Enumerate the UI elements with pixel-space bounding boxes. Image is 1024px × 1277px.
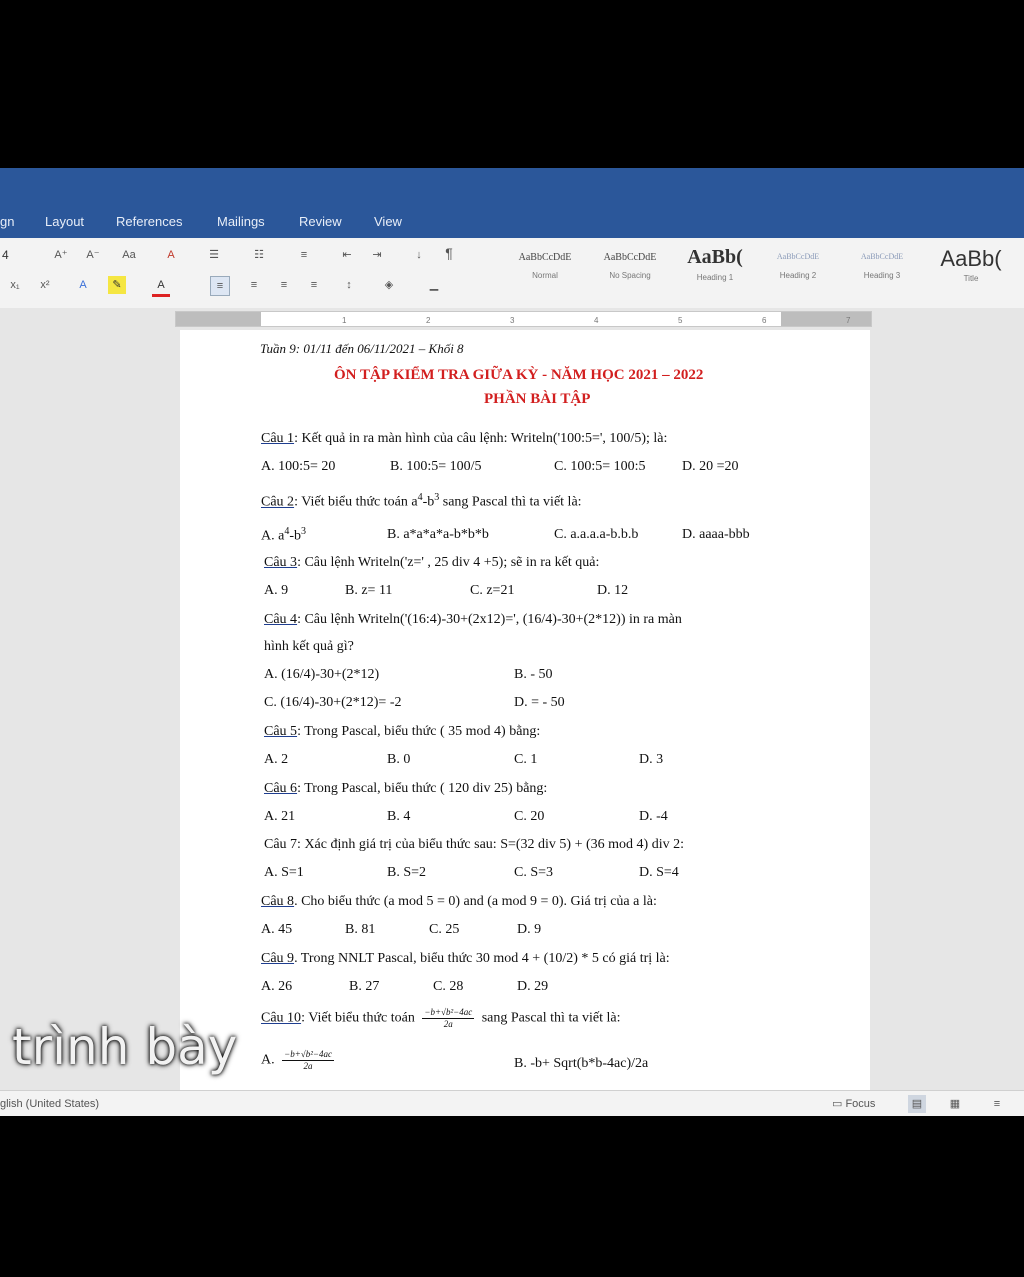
ruler-tick: 5 — [678, 316, 683, 325]
style-no-spacing[interactable] — [590, 244, 670, 300]
ruler-left-margin — [176, 312, 261, 326]
option-2a — [261, 526, 306, 545]
question-text: : Trong Pascal, biểu thức ( 120 div 25) bằng: — [297, 781, 548, 796]
question-5 — [264, 724, 540, 740]
style-heading-2[interactable] — [758, 244, 838, 300]
question-text: : Câu lệnh Writeln('z=' , 25 div 4 +5); sẽ in ra kết quả: — [297, 555, 600, 570]
option-3a: A. 9 — [264, 583, 289, 598]
focus-button[interactable] — [832, 1097, 875, 1110]
read-mode-icon[interactable]: ▤ — [908, 1095, 926, 1113]
question-label: Câu 3 — [264, 555, 298, 570]
question-9 — [261, 951, 670, 967]
fraction-numerator: −b+√b²−4ac — [424, 1007, 473, 1017]
superscript: 3 — [434, 492, 440, 503]
web-layout-icon[interactable]: ≡ — [993, 1098, 1001, 1110]
option-1c: C. 100:5= 100:5 — [554, 459, 646, 474]
word-window — [0, 168, 1024, 1116]
style-preview: AaBbCcDdE — [603, 252, 657, 263]
option-8c: C. 25 — [429, 922, 460, 937]
option-3c: C. z=21 — [470, 583, 515, 598]
option-4c: C. (16/4)-30+(2*12)= -2 — [264, 695, 402, 710]
option-7a: A. S=1 — [264, 865, 304, 880]
question-label: Câu 6 — [264, 781, 298, 796]
fraction — [422, 1007, 474, 1030]
question-text: : Viết biểu thức toán a — [294, 494, 418, 510]
option-2d: D. aaaa-bbb — [682, 527, 750, 542]
line-spacing-icon[interactable]: ↕ — [346, 279, 352, 291]
option-9a: A. 26 — [261, 979, 293, 994]
option-4a: A. (16/4)-30+(2*12) — [264, 667, 380, 682]
question-text: : Câu lệnh Writeln('(16:4)-30+(2x12)=', (16/4)-30+(2*12)) in ra màn — [297, 612, 682, 627]
align-right-icon[interactable]: ≡ — [280, 279, 288, 291]
numbering-icon[interactable]: ☷ — [254, 249, 264, 261]
style-normal[interactable] — [505, 244, 585, 300]
shrink-font-icon[interactable]: A⁻ — [86, 249, 100, 261]
ruler-tick: 7 — [846, 316, 851, 325]
option-1b: B. 100:5= 100/5 — [390, 459, 482, 474]
doc-header: Tuần 9: 01/11 đến 06/11/2021 – Khối 8 — [260, 341, 464, 356]
option-3b: B. z= 11 — [345, 583, 393, 598]
question-text: : Kết quả in ra màn hình của câu lệnh: Writeln('100:5=', 100/5); là: — [294, 431, 668, 446]
tab-layout[interactable]: Layout — [45, 214, 85, 229]
fraction-denominator: 2a — [303, 1061, 313, 1071]
focus-icon: ▭ — [832, 1098, 846, 1110]
option-9d: D. 29 — [517, 979, 549, 994]
option-7b: B. S=2 — [387, 865, 427, 880]
question-10 — [261, 1007, 621, 1030]
ruler-track — [175, 311, 872, 327]
option-10b: B. -b+ Sqrt(b*b-4ac)/2a — [514, 1056, 649, 1071]
clear-format-icon[interactable]: A — [167, 249, 175, 261]
increase-indent-icon[interactable]: ⇥ — [372, 249, 382, 261]
style-title[interactable] — [926, 244, 1016, 300]
subscript-icon[interactable]: x₁ — [10, 279, 20, 291]
ribbon-tabs — [0, 208, 1024, 238]
option-1d: D. 20 =20 — [682, 459, 739, 474]
ruler-tick: 6 — [762, 316, 767, 325]
option-2b: B. a*a*a*a-b*b*b — [387, 527, 489, 542]
ruler-tick: 2 — [426, 316, 431, 325]
question-6 — [264, 781, 547, 797]
fraction — [282, 1049, 334, 1072]
question-text: : Viết biểu thức toán — [301, 1010, 419, 1026]
question-1 — [261, 431, 667, 447]
status-bar — [0, 1090, 1024, 1116]
style-label: No Spacing — [609, 271, 651, 280]
style-label: Title — [963, 274, 979, 283]
multilevel-list-icon[interactable]: ≡ — [300, 249, 308, 261]
option-6c: C. 20 — [514, 809, 545, 824]
option-10a — [261, 1049, 338, 1072]
option-7d: D. S=4 — [639, 865, 679, 880]
doc-title: ÔN TẬP KIỂM TRA GIỮA KỲ - NĂM HỌC 2021 – 2022 — [334, 367, 704, 383]
text-effects-icon[interactable]: A — [79, 279, 87, 291]
question-text: . Cho biểu thức (a mod 5 = 0) and (a mod 9 = 0). Giá trị của a là: — [294, 894, 657, 909]
tab-review[interactable]: Review — [299, 214, 342, 229]
fraction-numerator: −b+√b²−4ac — [284, 1049, 332, 1059]
superscript-icon[interactable]: x² — [40, 279, 50, 291]
video-caption: trình bày — [12, 1018, 238, 1076]
style-label: Heading 1 — [696, 273, 734, 282]
question-label: Câu 2 — [261, 494, 295, 510]
option-text: A. a — [261, 528, 285, 544]
ruler-right-margin — [781, 312, 871, 326]
question-3 — [264, 555, 599, 571]
superscript: 3 — [301, 526, 306, 537]
option-5c: C. 1 — [514, 752, 538, 767]
style-preview: AaBb( — [687, 246, 743, 268]
option-6b: B. 4 — [387, 809, 411, 824]
tab-references[interactable]: References — [116, 214, 183, 229]
style-preview: AaBb( — [940, 246, 1002, 271]
option-7c: C. S=3 — [514, 865, 554, 880]
ruler-tick: 3 — [510, 316, 515, 325]
justify-icon[interactable]: ≡ — [310, 279, 318, 291]
question-label: Câu 10 — [261, 1010, 302, 1026]
align-left-icon[interactable]: ≡ — [210, 276, 230, 296]
question-2 — [261, 492, 582, 511]
sort-icon[interactable]: ↓ — [416, 249, 422, 261]
align-center-icon[interactable]: ≡ — [250, 279, 258, 291]
question-text: -b — [422, 494, 435, 510]
change-case-icon[interactable]: Aa — [122, 249, 136, 261]
doc-subtitle: PHẦN BÀI TẬP — [484, 391, 591, 407]
bullets-icon[interactable]: ☰ — [209, 249, 219, 261]
question-4 — [264, 612, 682, 628]
question-text: sang Pascal thì ta viết là: — [439, 494, 582, 510]
language-status[interactable]: glish (United States) — [0, 1098, 100, 1110]
question-text: : Trong Pascal, biểu thức ( 35 mod 4) bằng: — [297, 724, 541, 739]
question-8 — [261, 894, 657, 910]
question-7: Câu 7: Xác định giá trị của biểu thức sau: S=(32 div 5) + (36 mod 4) div 2: — [264, 837, 684, 852]
option-6a: A. 21 — [264, 809, 296, 824]
style-label: Heading 2 — [779, 271, 817, 280]
style-heading-1[interactable] — [675, 244, 755, 300]
option-8a: A. 45 — [261, 922, 293, 937]
option-3d: D. 12 — [597, 583, 629, 598]
superscript: 4 — [417, 492, 423, 503]
borders-icon[interactable]: ▁ — [429, 279, 439, 291]
option-2c: C. a.a.a.a-b.b.b — [554, 527, 639, 542]
option-5d: D. 3 — [639, 752, 664, 767]
option-text: -b — [289, 528, 301, 544]
focus-label: Focus — [845, 1098, 876, 1110]
question-label: Câu 8 — [261, 894, 295, 909]
print-layout-icon[interactable]: ▦ — [949, 1098, 961, 1110]
fraction-denominator: 2a — [443, 1019, 453, 1029]
document-page[interactable] — [180, 330, 870, 1090]
style-label: Normal — [532, 271, 558, 280]
ribbon-home — [0, 238, 1024, 309]
option-letter: A. — [261, 1052, 279, 1068]
title-bar — [0, 168, 1024, 208]
option-9b: B. 27 — [349, 979, 380, 994]
question-4-cont: hình kết quả gì? — [264, 639, 354, 654]
question-label: Câu 9 — [261, 951, 295, 966]
font-size-box[interactable]: 4 — [2, 248, 9, 262]
tab-mailings[interactable]: Mailings — [217, 214, 265, 229]
option-5b: B. 0 — [387, 752, 411, 767]
style-preview: AaBbCcDdE — [518, 252, 572, 263]
option-9c: C. 28 — [433, 979, 464, 994]
ruler-tick: 1 — [342, 316, 347, 325]
horizontal-ruler[interactable] — [0, 308, 1024, 330]
option-4b: B. - 50 — [514, 667, 553, 682]
decrease-indent-icon[interactable]: ⇤ — [342, 249, 352, 261]
style-preview: AaBbCcDdE — [776, 252, 820, 261]
grow-font-icon[interactable]: A⁺ — [54, 249, 68, 261]
highlight-icon[interactable]: ✎ — [108, 276, 126, 294]
ruler-tick: 4 — [594, 316, 599, 325]
option-5a: A. 2 — [264, 752, 289, 767]
question-label: Câu 4 — [264, 612, 298, 627]
option-1a: A. 100:5= 20 — [261, 459, 336, 474]
superscript: 4 — [284, 526, 290, 537]
question-text: . Trong NNLT Pascal, biểu thức 30 mod 4 + (10/2) * 5 có giá trị là: — [294, 951, 670, 966]
question-label: Câu 1 — [261, 431, 295, 446]
option-4d: D. = - 50 — [514, 695, 565, 710]
style-label: Heading 3 — [863, 271, 901, 280]
option-6d: D. -4 — [639, 809, 668, 824]
option-8d: D. 9 — [517, 922, 542, 937]
style-preview: AaBbCcDdE — [860, 252, 904, 261]
style-heading-3[interactable] — [842, 244, 922, 300]
question-text: sang Pascal thì ta viết là: — [478, 1010, 621, 1026]
tab-design[interactable]: gn — [0, 214, 15, 229]
show-marks-icon[interactable]: ¶ — [445, 245, 453, 261]
shading-icon[interactable]: ◈ — [384, 279, 394, 291]
font-color-icon[interactable]: A — [152, 276, 170, 297]
option-8b: B. 81 — [345, 922, 376, 937]
tab-view[interactable]: View — [374, 214, 402, 229]
question-label: Câu 5 — [264, 724, 298, 739]
